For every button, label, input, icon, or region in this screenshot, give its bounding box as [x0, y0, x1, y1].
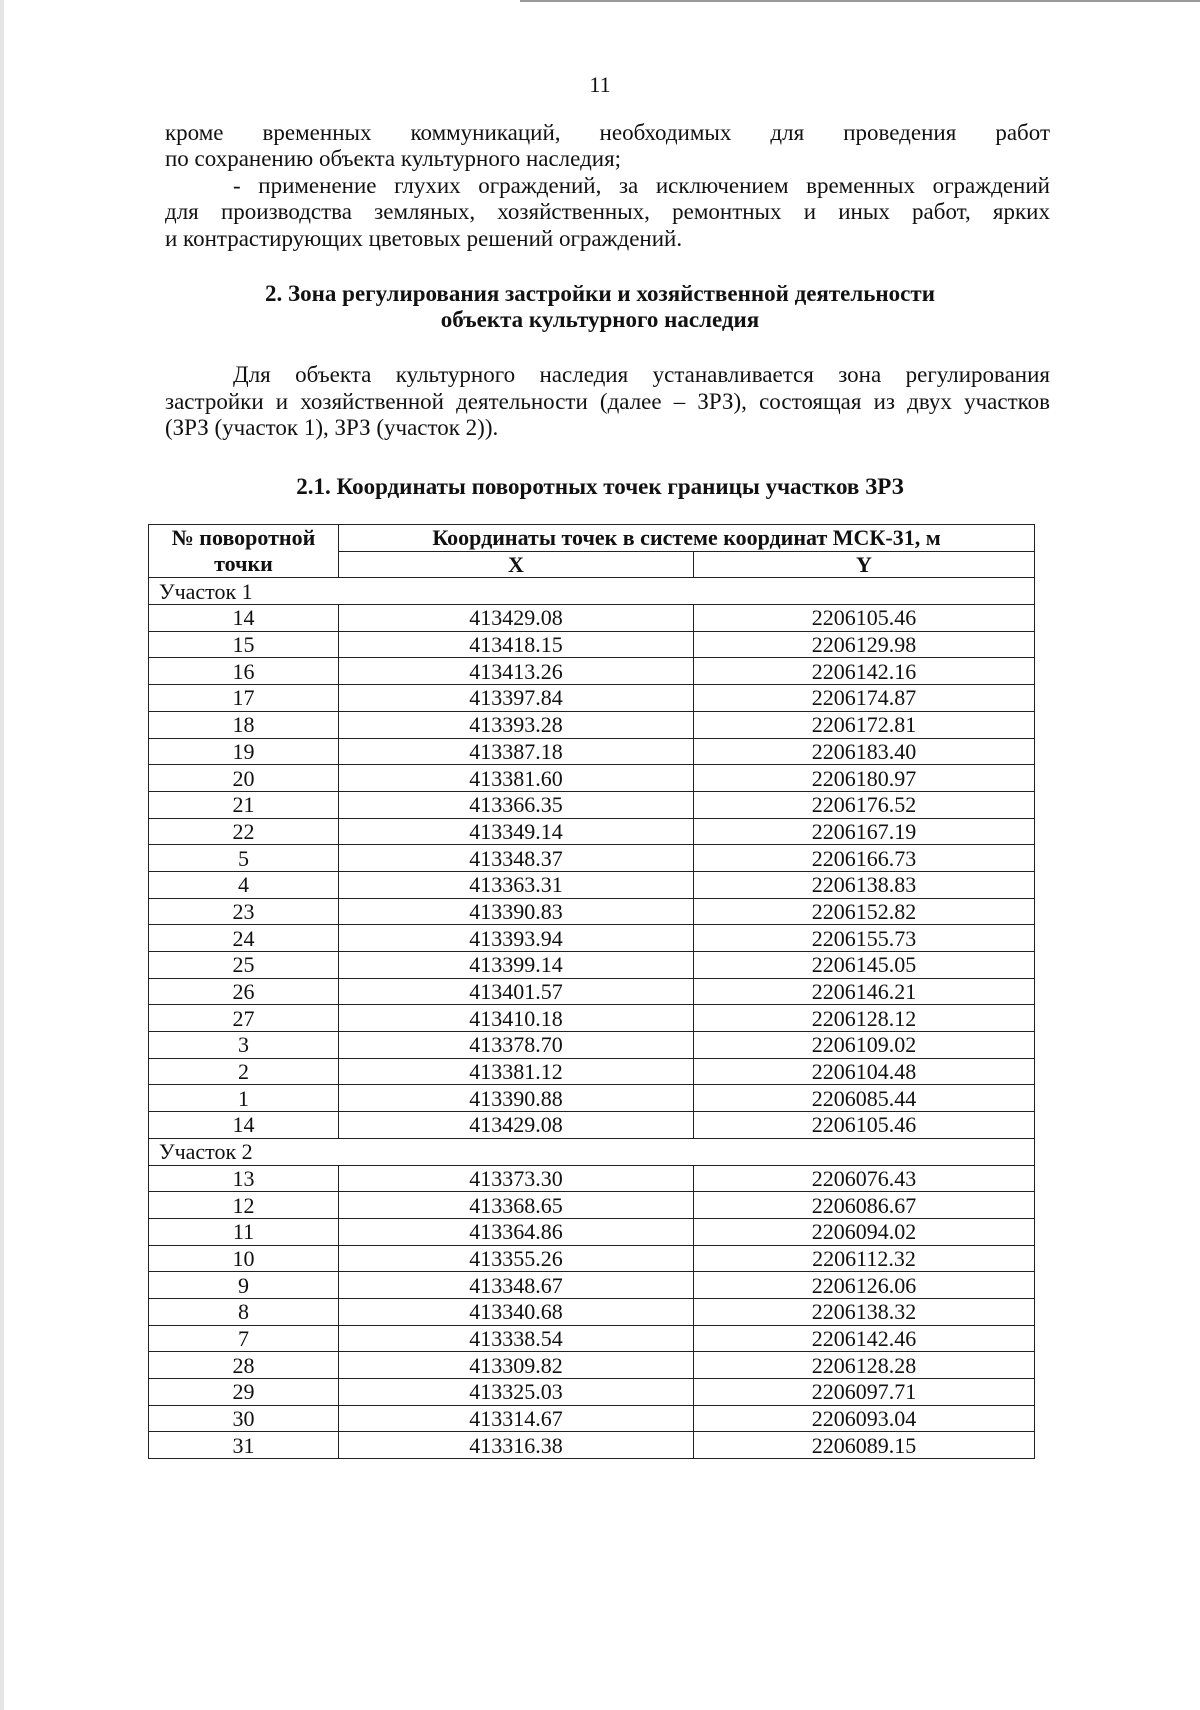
- section-heading: 2. Зона регулирования застройки и хозяйственной деятельности: [265, 281, 935, 306]
- x-coordinate: 413348.67: [339, 1272, 694, 1299]
- y-coordinate: 2206167.19: [694, 818, 1035, 845]
- point-number: 19: [149, 738, 339, 765]
- section-label: Участок 2: [149, 1138, 1035, 1165]
- x-coordinate: 413429.08: [339, 605, 694, 632]
- table-row: [149, 1112, 1035, 1139]
- point-number: 10: [149, 1245, 339, 1272]
- table-row: [149, 1298, 1035, 1325]
- y-coordinate: 2206129.98: [694, 631, 1035, 658]
- y-coordinate: 2206138.83: [694, 871, 1035, 898]
- header-coords: Координаты точек в системе координат МСК-31, м: [339, 525, 1035, 552]
- point-number: 27: [149, 1005, 339, 1032]
- x-coordinate: 413340.68: [339, 1298, 694, 1325]
- x-coordinate: 413364.86: [339, 1218, 694, 1245]
- point-number: 22: [149, 818, 339, 845]
- table-row: [149, 871, 1035, 898]
- table-row: [149, 711, 1035, 738]
- point-number: 5: [149, 845, 339, 872]
- x-coordinate: 413429.08: [339, 1112, 694, 1139]
- point-number: 31: [149, 1432, 339, 1459]
- x-coordinate: 413393.94: [339, 925, 694, 952]
- paragraph-line: застройки и хозяйственной деятельности (далее – ЗРЗ), состоящая из двух участков: [165, 389, 1050, 414]
- x-coordinate: 413381.12: [339, 1058, 694, 1085]
- y-coordinate: 2206145.05: [694, 952, 1035, 979]
- x-coordinate: 413387.18: [339, 738, 694, 765]
- point-number: 13: [149, 1165, 339, 1192]
- table-row: [149, 1432, 1035, 1459]
- y-coordinate: 2206138.32: [694, 1298, 1035, 1325]
- y-coordinate: 2206152.82: [694, 898, 1035, 925]
- paragraph-line: (ЗРЗ (участок 1), ЗРЗ (участок 2)).: [165, 415, 499, 440]
- y-coordinate: 2206076.43: [694, 1165, 1035, 1192]
- table-row: [149, 605, 1035, 632]
- point-number: 1: [149, 1085, 339, 1112]
- table-row: [149, 845, 1035, 872]
- y-coordinate: 2206112.32: [694, 1245, 1035, 1272]
- y-coordinate: 2206086.67: [694, 1192, 1035, 1219]
- paragraph-line: и контрастирующих цветовых решений ограждений.: [165, 226, 683, 251]
- paragraph-line: кроме временных коммуникаций, необходимых для проведения работ: [165, 120, 1050, 145]
- x-coordinate: 413378.70: [339, 1032, 694, 1059]
- header-x: X: [339, 551, 694, 578]
- y-coordinate: 2206142.46: [694, 1325, 1035, 1352]
- x-coordinate: 413355.26: [339, 1245, 694, 1272]
- x-coordinate: 413401.57: [339, 978, 694, 1005]
- point-number: 20: [149, 765, 339, 792]
- x-coordinate: 413338.54: [339, 1325, 694, 1352]
- point-number: 12: [149, 1192, 339, 1219]
- x-coordinate: 413348.37: [339, 845, 694, 872]
- section-row: [149, 578, 1035, 605]
- x-coordinate: 413390.88: [339, 1085, 694, 1112]
- y-coordinate: 2206128.28: [694, 1352, 1035, 1379]
- page-number: 11: [589, 72, 611, 97]
- y-coordinate: 2206085.44: [694, 1085, 1035, 1112]
- x-coordinate: 413381.60: [339, 765, 694, 792]
- table-row: [149, 1379, 1035, 1406]
- point-number: 30: [149, 1405, 339, 1432]
- scan-edge-line: [520, 0, 1200, 2]
- point-number: 24: [149, 925, 339, 952]
- point-number: 3: [149, 1032, 339, 1059]
- x-coordinate: 413316.38: [339, 1432, 694, 1459]
- y-coordinate: 2206097.71: [694, 1379, 1035, 1406]
- point-number: 23: [149, 898, 339, 925]
- point-number: 16: [149, 658, 339, 685]
- header-point: № поворотной точки: [149, 525, 339, 578]
- point-number: 17: [149, 685, 339, 712]
- table-row: [149, 1245, 1035, 1272]
- table-title: 2.1. Координаты поворотных точек границы участков ЗРЗ: [296, 474, 904, 499]
- table-row: [149, 978, 1035, 1005]
- header-y: Y: [694, 551, 1035, 578]
- table-body: [149, 578, 1035, 1459]
- point-number: 18: [149, 711, 339, 738]
- coordinates-table: [148, 524, 1035, 1459]
- x-coordinate: 413399.14: [339, 952, 694, 979]
- point-number: 26: [149, 978, 339, 1005]
- point-number: 8: [149, 1298, 339, 1325]
- section-label: Участок 1: [149, 578, 1035, 605]
- paragraph-line: - применение глухих ограждений, за исключением временных ограждений: [233, 173, 1050, 198]
- table-row: [149, 1325, 1035, 1352]
- point-number: 15: [149, 631, 339, 658]
- table-row: [149, 738, 1035, 765]
- point-number: 4: [149, 871, 339, 898]
- table-row: [149, 898, 1035, 925]
- y-coordinate: 2206180.97: [694, 765, 1035, 792]
- point-number: 11: [149, 1218, 339, 1245]
- table-row: [149, 818, 1035, 845]
- x-coordinate: 413368.65: [339, 1192, 694, 1219]
- x-coordinate: 413325.03: [339, 1379, 694, 1406]
- y-coordinate: 2206155.73: [694, 925, 1035, 952]
- point-number: 2: [149, 1058, 339, 1085]
- table-row: [149, 1272, 1035, 1299]
- table-row: [149, 1005, 1035, 1032]
- y-coordinate: 2206172.81: [694, 711, 1035, 738]
- x-coordinate: 413349.14: [339, 818, 694, 845]
- table-row: [149, 791, 1035, 818]
- table-row: [149, 1352, 1035, 1379]
- point-number: 14: [149, 605, 339, 632]
- table-row: [149, 1405, 1035, 1432]
- x-coordinate: 413363.31: [339, 871, 694, 898]
- y-coordinate: 2206176.52: [694, 791, 1035, 818]
- section-row: [149, 1138, 1035, 1165]
- table-row: [149, 765, 1035, 792]
- point-number: 28: [149, 1352, 339, 1379]
- x-coordinate: 413373.30: [339, 1165, 694, 1192]
- point-number: 9: [149, 1272, 339, 1299]
- section-heading: объекта культурного наследия: [440, 307, 760, 332]
- point-number: 25: [149, 952, 339, 979]
- y-coordinate: 2206094.02: [694, 1218, 1035, 1245]
- x-coordinate: 413393.28: [339, 711, 694, 738]
- table-row: [149, 952, 1035, 979]
- point-number: 29: [149, 1379, 339, 1406]
- x-coordinate: 413410.18: [339, 1005, 694, 1032]
- table-row: [149, 1085, 1035, 1112]
- scan-margin: [0, 0, 4, 1710]
- table-row: [149, 1032, 1035, 1059]
- paragraph-line: Для объекта культурного наследия устанавливается зона регулирования: [233, 362, 1050, 387]
- table-row: [149, 1058, 1035, 1085]
- x-coordinate: 413366.35: [339, 791, 694, 818]
- table-row: [149, 658, 1035, 685]
- y-coordinate: 2206146.21: [694, 978, 1035, 1005]
- table-row: [149, 631, 1035, 658]
- x-coordinate: 413418.15: [339, 631, 694, 658]
- x-coordinate: 413390.83: [339, 898, 694, 925]
- paragraph-line: для производства земляных, хозяйственных, ремонтных и иных работ, ярких: [165, 199, 1050, 224]
- y-coordinate: 2206105.46: [694, 1112, 1035, 1139]
- y-coordinate: 2206104.48: [694, 1058, 1035, 1085]
- y-coordinate: 2206183.40: [694, 738, 1035, 765]
- x-coordinate: 413397.84: [339, 685, 694, 712]
- y-coordinate: 2206142.16: [694, 658, 1035, 685]
- point-number: 21: [149, 791, 339, 818]
- y-coordinate: 2206109.02: [694, 1032, 1035, 1059]
- y-coordinate: 2206174.87: [694, 685, 1035, 712]
- y-coordinate: 2206093.04: [694, 1405, 1035, 1432]
- table-row: [149, 1165, 1035, 1192]
- x-coordinate: 413309.82: [339, 1352, 694, 1379]
- y-coordinate: 2206089.15: [694, 1432, 1035, 1459]
- y-coordinate: 2206105.46: [694, 605, 1035, 632]
- y-coordinate: 2206166.73: [694, 845, 1035, 872]
- table-row: [149, 1192, 1035, 1219]
- table-row: [149, 925, 1035, 952]
- paragraph-line: по сохранению объекта культурного наследия;: [165, 146, 622, 171]
- point-number: 14: [149, 1112, 339, 1139]
- y-coordinate: 2206126.06: [694, 1272, 1035, 1299]
- x-coordinate: 413314.67: [339, 1405, 694, 1432]
- table-row: [149, 685, 1035, 712]
- x-coordinate: 413413.26: [339, 658, 694, 685]
- y-coordinate: 2206128.12: [694, 1005, 1035, 1032]
- point-number: 7: [149, 1325, 339, 1352]
- table-row: [149, 1218, 1035, 1245]
